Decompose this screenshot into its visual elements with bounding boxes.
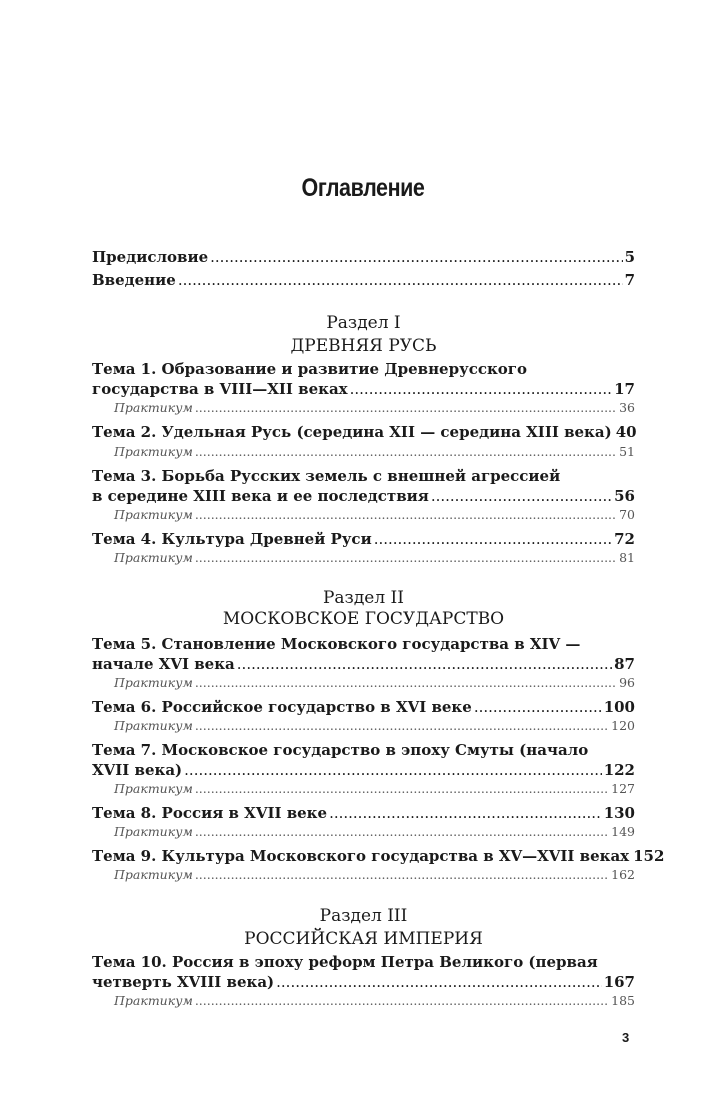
practice-page: 149 — [611, 824, 635, 839]
toc-topic-5[interactable] — [92, 655, 635, 673]
practice-page: 81 — [619, 550, 635, 565]
toc-entry-page: 56 — [614, 487, 635, 505]
practice-label: Практикум — [114, 675, 193, 690]
section-label: Раздел I — [326, 313, 401, 333]
practice-page: 185 — [611, 993, 635, 1008]
dot-leader — [195, 993, 609, 1008]
toc-entry-title: Предисловие — [92, 248, 209, 266]
toc-entry-title: Тема 8. Россия в XVII веке — [92, 804, 328, 822]
toc-entry-title: Тема 6. Российское государство в XVI веке — [92, 698, 472, 716]
dot-leader — [195, 550, 617, 565]
toc-practice-entry[interactable] — [114, 550, 635, 565]
toc-entry-title: Тема 2. Удельная Русь (середина XII — середина XIII века) — [92, 423, 612, 441]
section-heading: ДРЕВНЯЯ РУСЬ — [290, 336, 437, 356]
practice-page: 36 — [619, 400, 635, 415]
practice-page: 120 — [611, 718, 635, 733]
dot-leader — [374, 530, 612, 548]
toc-entry-title: государства в VIII—XII веках — [92, 380, 348, 398]
practice-page: 162 — [611, 867, 635, 882]
toc-topic-8[interactable] — [92, 804, 635, 822]
toc-entry-title: XVII века) — [92, 761, 183, 779]
dot-leader — [195, 400, 617, 415]
toc-entry-page: 152 — [633, 847, 665, 865]
dot-leader — [350, 380, 613, 398]
dot-leader — [195, 718, 609, 733]
toc-practice-entry[interactable] — [114, 675, 635, 690]
dot-leader — [195, 867, 609, 882]
practice-page: 96 — [619, 675, 635, 690]
toc-topic-line: Тема 3. Борьба Русских земель с внешней агрессией — [92, 467, 561, 485]
section-label: Раздел II — [322, 588, 404, 608]
toc-entry-page: 5 — [624, 248, 635, 266]
dot-leader — [178, 271, 623, 289]
practice-label: Практикум — [114, 993, 193, 1008]
section-label: Раздел III — [319, 906, 408, 926]
practice-page: 127 — [611, 781, 635, 796]
dot-leader — [329, 804, 602, 822]
toc-entry-page: 100 — [603, 698, 635, 716]
practice-page: 51 — [619, 444, 635, 459]
toc-topic-3[interactable] — [92, 487, 635, 505]
section-heading: РОССИЙСКАЯ ИМПЕРИЯ — [244, 929, 483, 949]
toc-topic-4[interactable] — [92, 530, 635, 548]
toc-entry-page: 72 — [614, 530, 635, 548]
toc-entry-page: 7 — [624, 271, 635, 289]
page-number: 3 — [622, 1030, 630, 1045]
page-title: Оглавление — [301, 174, 425, 202]
toc-entry-title: начале XVI века — [92, 655, 235, 673]
dot-leader — [195, 444, 617, 459]
dot-leader — [195, 675, 617, 690]
dot-leader — [210, 248, 622, 266]
toc-topic-6[interactable] — [92, 698, 635, 716]
toc-practice-entry[interactable] — [114, 444, 635, 459]
toc-topic-line: Тема 10. Россия в эпоху реформ Петра Великого (первая — [92, 953, 598, 971]
toc-entry-page: 40 — [615, 423, 637, 441]
dot-leader — [195, 824, 609, 839]
toc-entry-preface[interactable] — [92, 248, 635, 266]
toc-entry-title: Тема 9. Культура Московского государства в XV—XVII веках — [92, 847, 630, 865]
practice-label: Практикум — [114, 400, 193, 415]
toc-practice-entry[interactable] — [114, 824, 635, 839]
practice-label: Практикум — [114, 507, 193, 522]
practice-label: Практикум — [114, 550, 193, 565]
toc-topic-2[interactable] — [92, 423, 635, 441]
practice-label: Практикум — [114, 781, 193, 796]
practice-label: Практикум — [114, 867, 193, 882]
toc-topic-1[interactable] — [92, 380, 635, 398]
toc-entry-page: 17 — [614, 380, 635, 398]
dot-leader — [195, 507, 617, 522]
toc-practice-entry[interactable] — [114, 867, 635, 882]
toc-topic-line: Тема 5. Становление Московского государства в XIV — — [92, 635, 581, 653]
toc-practice-entry[interactable] — [114, 400, 635, 415]
toc-entry-introduction[interactable] — [92, 271, 635, 289]
dot-leader — [431, 487, 612, 505]
toc-topic-line: Тема 7. Московское государство в эпоху Смуты (начало — [92, 741, 589, 759]
toc-practice-entry[interactable] — [114, 781, 635, 796]
toc-entry-title: Введение — [92, 271, 176, 289]
toc-topic-9[interactable] — [92, 847, 665, 865]
toc-topic-7[interactable] — [92, 761, 635, 779]
toc-entry-title: Тема 4. Культура Древней Руси — [92, 530, 372, 548]
dot-leader — [474, 698, 602, 716]
practice-label: Практикум — [114, 444, 193, 459]
toc-topic-line: Тема 1. Образование и развитие Древнерусского — [92, 360, 527, 378]
toc-practice-entry[interactable] — [114, 507, 635, 522]
practice-label: Практикум — [114, 718, 193, 733]
section-heading: МОСКОВСКОЕ ГОСУДАРСТВО — [222, 609, 505, 629]
dot-leader — [237, 655, 612, 673]
practice-label: Практикум — [114, 824, 193, 839]
toc-topic-10[interactable] — [92, 973, 635, 991]
dot-leader — [184, 761, 602, 779]
dot-leader — [276, 973, 602, 991]
toc-entry-title: четверть XVIII века) — [92, 973, 275, 991]
toc-entry-page: 130 — [603, 804, 635, 822]
dot-leader — [195, 781, 609, 796]
toc-entry-page: 122 — [603, 761, 635, 779]
toc-entry-title: в середине XIII века и ее последствия — [92, 487, 429, 505]
practice-page: 70 — [619, 507, 635, 522]
toc-entry-page: 167 — [603, 973, 635, 991]
toc-practice-entry[interactable] — [114, 718, 635, 733]
toc-entry-page: 87 — [614, 655, 635, 673]
toc-practice-entry[interactable] — [114, 993, 635, 1008]
